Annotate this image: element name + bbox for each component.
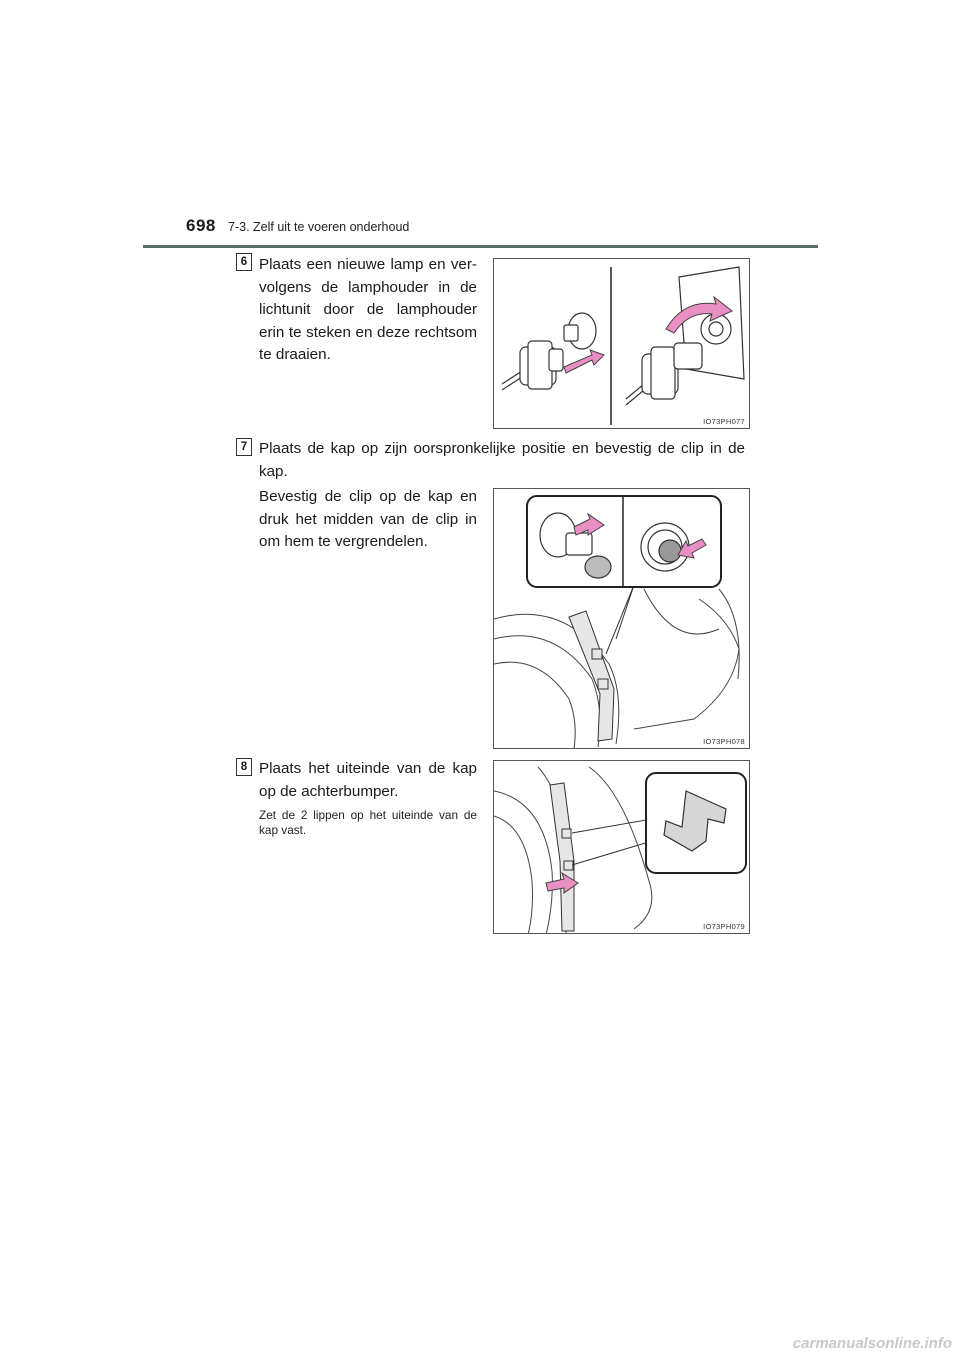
clip-lock-illustration bbox=[494, 489, 750, 749]
figure-code: IO73PH079 bbox=[703, 922, 745, 931]
bumper-end-illustration bbox=[494, 761, 750, 934]
step-7-subtext: Bevestig de clip op de kap en druk het midden van de clip in om hem te vergrendelen. bbox=[259, 488, 477, 550]
header-rule bbox=[143, 245, 818, 248]
figure-bulb-install bbox=[493, 258, 750, 429]
step-badge-8: 8 bbox=[236, 758, 252, 776]
step-6-text: Plaats een nieuwe lamp en ver-volgens de lamphouder in de lichtunit door de lamphouder erin te steken en deze rechtsom te draaien. bbox=[259, 256, 477, 363]
bulb-install-illustration bbox=[494, 259, 750, 429]
step-badge-6: 6 bbox=[236, 253, 252, 271]
figure-bumper-end bbox=[493, 760, 750, 934]
step-badge-7: 7 bbox=[236, 438, 252, 456]
figure-code: IO73PH077 bbox=[703, 417, 745, 426]
watermark: carmanualsonline.info bbox=[792, 1335, 952, 1352]
step-7-text: Plaats de kap op zijn oorspronkelijke positie en bevestig de clip in de kap. bbox=[259, 440, 745, 480]
page-number: 698 bbox=[186, 216, 216, 235]
section-title: 7-3. Zelf uit te voeren onderhoud bbox=[228, 220, 410, 234]
figure-clip-lock bbox=[493, 488, 750, 749]
step-8-text: Plaats het uiteinde van de kap op de achterbumper. bbox=[259, 760, 477, 800]
step-8-note: Zet de 2 lippen op het uiteinde van de kap vast. bbox=[259, 808, 477, 837]
figure-code: IO73PH078 bbox=[703, 737, 745, 746]
